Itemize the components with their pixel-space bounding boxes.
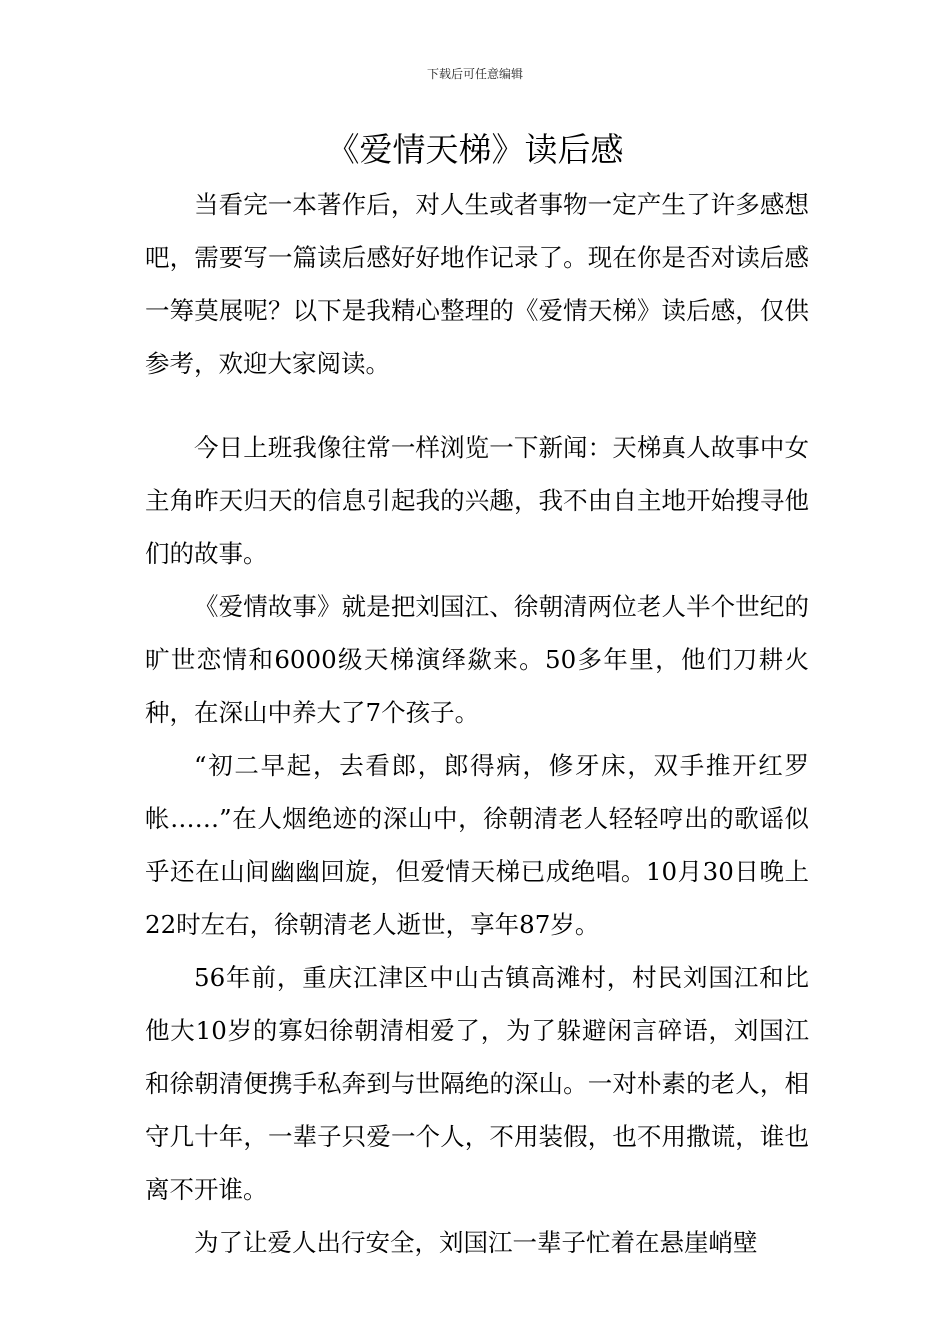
header-note: 下载后可任意编辑 <box>426 67 523 81</box>
body-paragraph-3: “初二早起，去看郎，郎得病，修牙床，双手推开红罗帐……”在人烟绝迹的深山中，徐朝清老人轻轻哼出的歌谣似乎还在山间幽幽回旋，但爱情天梯已成绝唱。10月30日晚上22时左右，徐朝清老人逝世，享年87岁。 <box>145 751 809 939</box>
body-paragraph-4: 56年前，重庆江津区中山古镇高滩村，村民刘国江和比他大10岁的寡妇徐朝清相爱了，为了躲避闲言碎语，刘国江和徐朝清便携手私奔到与世隔绝的深山。一对朴素的老人，相守几十年，一辈子只爱一个人，不用装假，也不用撒谎，谁也离不开谁。 <box>145 963 809 1204</box>
body-paragraph-2: 《爱情故事》就是把刘国江、徐朝清两位老人半个世纪的旷世恋情和6000级天梯演绎歘来。50多年里，他们刀耕火种，在深山中养大了7个孩子。 <box>145 592 809 727</box>
intro-block <box>145 178 809 390</box>
intro-paragraph: 当看完一本著作后，对人生或者事物一定产生了许多感想吧，需要写一篇读后感好好地作记录了。现在你是否对读后感一筹莫展呢？以下是我精心整理的《爱情天梯》读后感，仅供参考，欢迎大家阅读。 <box>145 190 809 378</box>
body-paragraph-1: 今日上班我像往常一样浏览一下新闻：天梯真人故事中女主角昨天归天的信息引起我的兴趣，我不由自主地开始搜寻他们的故事。 <box>145 433 809 568</box>
body-paragraph-5: 为了让爱人出行安全，刘国江一辈子忙着在悬崖峭壁 <box>194 1228 758 1257</box>
page-title: 《爱情天梯》读后感 <box>326 130 624 169</box>
body-block <box>145 421 809 1269</box>
